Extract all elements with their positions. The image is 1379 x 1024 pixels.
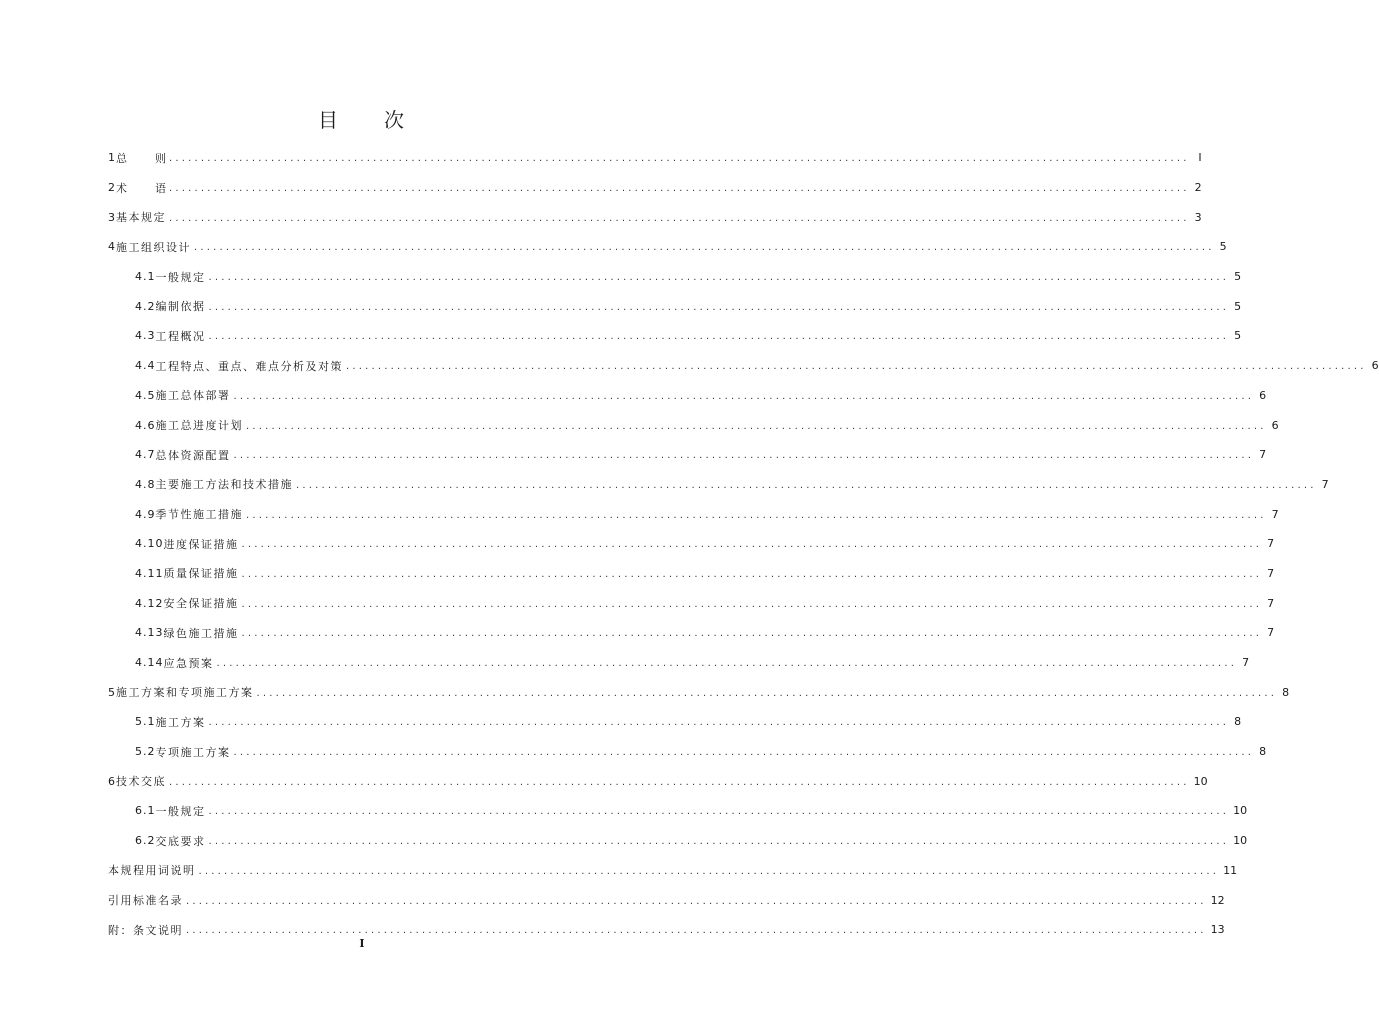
toc-entry-page: 2 [1194,181,1202,195]
toc-leader-dots: ................................................................................................................................................................ [216,658,1238,670]
toc-entry-4-14[interactable] [108,648,1250,678]
toc-entry-number: 6.1 [135,804,156,818]
toc-leader-dots: ................................................................................................................................................................ [186,925,1207,937]
toc-entry-label: 施工方案和专项施工方案 [116,686,254,700]
toc-entry-5-2[interactable] [108,737,1267,767]
toc-entry-number: 3 [108,210,116,224]
toc-entry-number: 2 [108,181,116,195]
toc-entry-number: 4.10 [135,537,164,551]
toc-entry-label: 工程特点、重点、难点分析及对策 [155,359,343,373]
toc-leader-dots: ................................................................................................................................................................ [198,865,1220,877]
toc-entry-label: 进度保证措施 [163,537,239,551]
toc-entry-page: 10 [1193,774,1208,788]
toc-entry-page: 6 [1259,388,1267,402]
toc-entry-page: 5 [1234,270,1242,284]
toc-entry-page: 6 [1371,359,1379,373]
toc-entry-label: 本规程用词说明 [108,864,196,878]
toc-leader-dots: ................................................................................................................................................................ [241,539,1263,551]
toc-leader-dots: ................................................................................................................................................................ [208,806,1230,818]
toc-leader-dots: ................................................................................................................................................................ [233,747,1255,759]
toc-entry-page: 7 [1267,537,1275,551]
toc-entry-number: 4.13 [135,626,164,640]
toc-entry-page: 3 [1194,210,1202,224]
toc-entry-page: 7 [1267,626,1275,640]
toc-entry-label: 总 则 [116,151,166,165]
toc-entry-4-1[interactable] [108,262,1242,292]
toc-leader-dots: ................................................................................................................................................................ [169,776,1190,788]
toc-entry-label: 安全保证措施 [163,597,239,611]
toc-entry-label: 专项施工方案 [155,745,231,759]
toc-entry-page: 10 [1233,804,1248,818]
toc-entry-page: 13 [1210,923,1225,937]
toc-entry-page: 12 [1210,893,1225,907]
toc-entry-4-5[interactable] [108,381,1267,411]
toc-leader-dots: ................................................................................................................................................................ [186,895,1207,907]
toc-entry-4[interactable] [108,232,1227,262]
toc-entry-label: 一般规定 [155,270,206,284]
toc-leader-dots: ................................................................................................................................................................ [208,717,1230,729]
toc-entry-6[interactable] [108,766,1208,796]
toc-entry-label: 交底要求 [155,834,206,848]
toc-entry-page: 5 [1219,240,1227,254]
toc-entry-number: 5.2 [135,745,156,759]
toc-entry-5[interactable] [108,677,1290,707]
toc-entry-number: 4 [108,240,116,254]
toc-leader-dots: ................................................................................................................................................................ [169,183,1190,195]
toc-title [0,104,724,133]
toc-entry-page: 7 [1267,596,1275,610]
toc-entry-page: 7 [1242,656,1250,670]
toc-entry-6-1[interactable] [108,796,1248,826]
toc-entry-4-9[interactable] [108,499,1279,529]
toc-entry-number: 4.5 [135,388,156,402]
toc-entry-page: 5 [1234,299,1242,313]
table-of-contents [108,143,1379,945]
toc-leader-dots: ................................................................................................................................................................ [241,568,1263,580]
toc-entry-label: 施工总体部署 [155,389,231,403]
toc-entry-label: 附：条文说明 [108,923,183,937]
toc-entry-number: 6 [108,774,116,788]
toc-leader-dots: ................................................................................................................................................................ [296,479,1317,491]
toc-entry-label: 施工方案 [155,715,206,729]
toc-entry-number: 4.2 [135,299,156,313]
toc-entry-4-8[interactable] [108,470,1329,500]
toc-entry-number: 4.14 [135,656,164,670]
toc-leader-dots: ................................................................................................................................................................ [246,420,1267,432]
toc-leader-dots: ................................................................................................................................................................ [208,272,1230,284]
toc-entry-4-10[interactable] [108,529,1275,559]
toc-leader-dots: ................................................................................................................................................................ [241,628,1263,640]
toc-entry-terms-explanation[interactable] [108,856,1238,886]
toc-title-char-2: 次 [384,108,406,132]
toc-title-char-1: 目 [318,108,340,132]
toc-entry-label: 施工总进度计划 [155,419,243,433]
toc-entry-label: 编制依据 [155,300,206,314]
toc-entry-number: 1 [108,151,116,165]
toc-entry-label: 技术交底 [116,775,166,789]
toc-entry-4-11[interactable] [108,559,1275,589]
toc-entry-label: 基本规定 [116,211,166,225]
toc-entry-page: 6 [1271,418,1279,432]
toc-entry-4-6[interactable] [108,410,1279,440]
toc-leader-dots: ................................................................................................................................................................ [233,450,1255,462]
toc-entry-4-3[interactable] [108,321,1242,351]
toc-entry-number: 4.6 [135,418,156,432]
toc-entry-label: 主要施工方法和技术措施 [155,478,293,492]
toc-entry-label: 术 语 [116,181,166,195]
toc-entry-label: 应急预案 [163,656,214,670]
toc-entry-5-1[interactable] [108,707,1242,737]
toc-entry-page: 7 [1271,507,1279,521]
toc-entry-number: 4.3 [135,329,156,343]
toc-entry-label: 引用标准名录 [108,894,183,908]
toc-leader-dots: ................................................................................................................................................................ [233,390,1255,402]
toc-entry-label: 季节性施工措施 [155,508,243,522]
toc-entry-3[interactable] [108,202,1202,232]
toc-entry-page: 7 [1259,448,1267,462]
toc-entry-page: 10 [1233,834,1248,848]
toc-leader-dots: ................................................................................................................................................................ [208,331,1230,343]
toc-entry-label: 质量保证措施 [163,567,239,581]
toc-entry-page: 7 [1321,477,1329,491]
toc-entry-6-2[interactable] [108,826,1248,856]
toc-entry-number: 4.11 [135,566,164,580]
toc-entry-number: 4.1 [135,270,156,284]
toc-entry-page: 8 [1234,715,1242,729]
toc-entry-page: 5 [1234,329,1242,343]
toc-entry-page: 11 [1223,863,1238,877]
toc-leader-dots: ................................................................................................................................................................ [208,301,1230,313]
toc-entry-referenced-standards[interactable] [108,885,1225,915]
toc-entry-number: 4.4 [135,359,156,373]
toc-entry-page: 7 [1267,566,1275,580]
toc-entry-4-12[interactable] [108,588,1275,618]
toc-entry-4-2[interactable] [108,291,1242,321]
toc-leader-dots: ................................................................................................................................................................ [208,836,1230,848]
toc-entry-label: 绿色施工措施 [163,626,239,640]
toc-entry-4-13[interactable] [108,618,1275,648]
toc-entry-number: 4.12 [135,596,164,610]
toc-entry-2[interactable] [108,173,1202,203]
toc-leader-dots: ................................................................................................................................................................ [169,153,1190,165]
toc-entry-4-7[interactable] [108,440,1267,470]
toc-entry-1[interactable] [108,143,1202,173]
page-number: I [359,937,365,950]
toc-leader-dots: ................................................................................................................................................................ [246,509,1267,521]
toc-leader-dots: ................................................................................................................................................................ [346,361,1367,373]
toc-entry-number: 4.9 [135,507,156,521]
toc-entry-number: 4.7 [135,448,156,462]
toc-entry-number: 6.2 [135,834,156,848]
toc-entry-label: 工程概况 [155,329,206,343]
toc-leader-dots: ................................................................................................................................................................ [169,212,1190,224]
toc-entry-number: 5 [108,685,116,699]
toc-leader-dots: ................................................................................................................................................................ [256,687,1278,699]
toc-entry-page: Ⅰ [1198,151,1202,165]
toc-entry-label: 总体资源配置 [155,448,231,462]
toc-entry-page: 8 [1282,685,1290,699]
toc-leader-dots: ................................................................................................................................................................ [241,598,1263,610]
toc-entry-label: 一般规定 [155,804,206,818]
toc-leader-dots: ................................................................................................................................................................ [194,242,1215,254]
toc-entry-number: 5.1 [135,715,156,729]
toc-entry-label: 施工组织设计 [116,240,191,254]
toc-entry-page: 8 [1259,745,1267,759]
toc-entry-number: 4.8 [135,477,156,491]
toc-entry-4-4[interactable] [108,351,1379,381]
